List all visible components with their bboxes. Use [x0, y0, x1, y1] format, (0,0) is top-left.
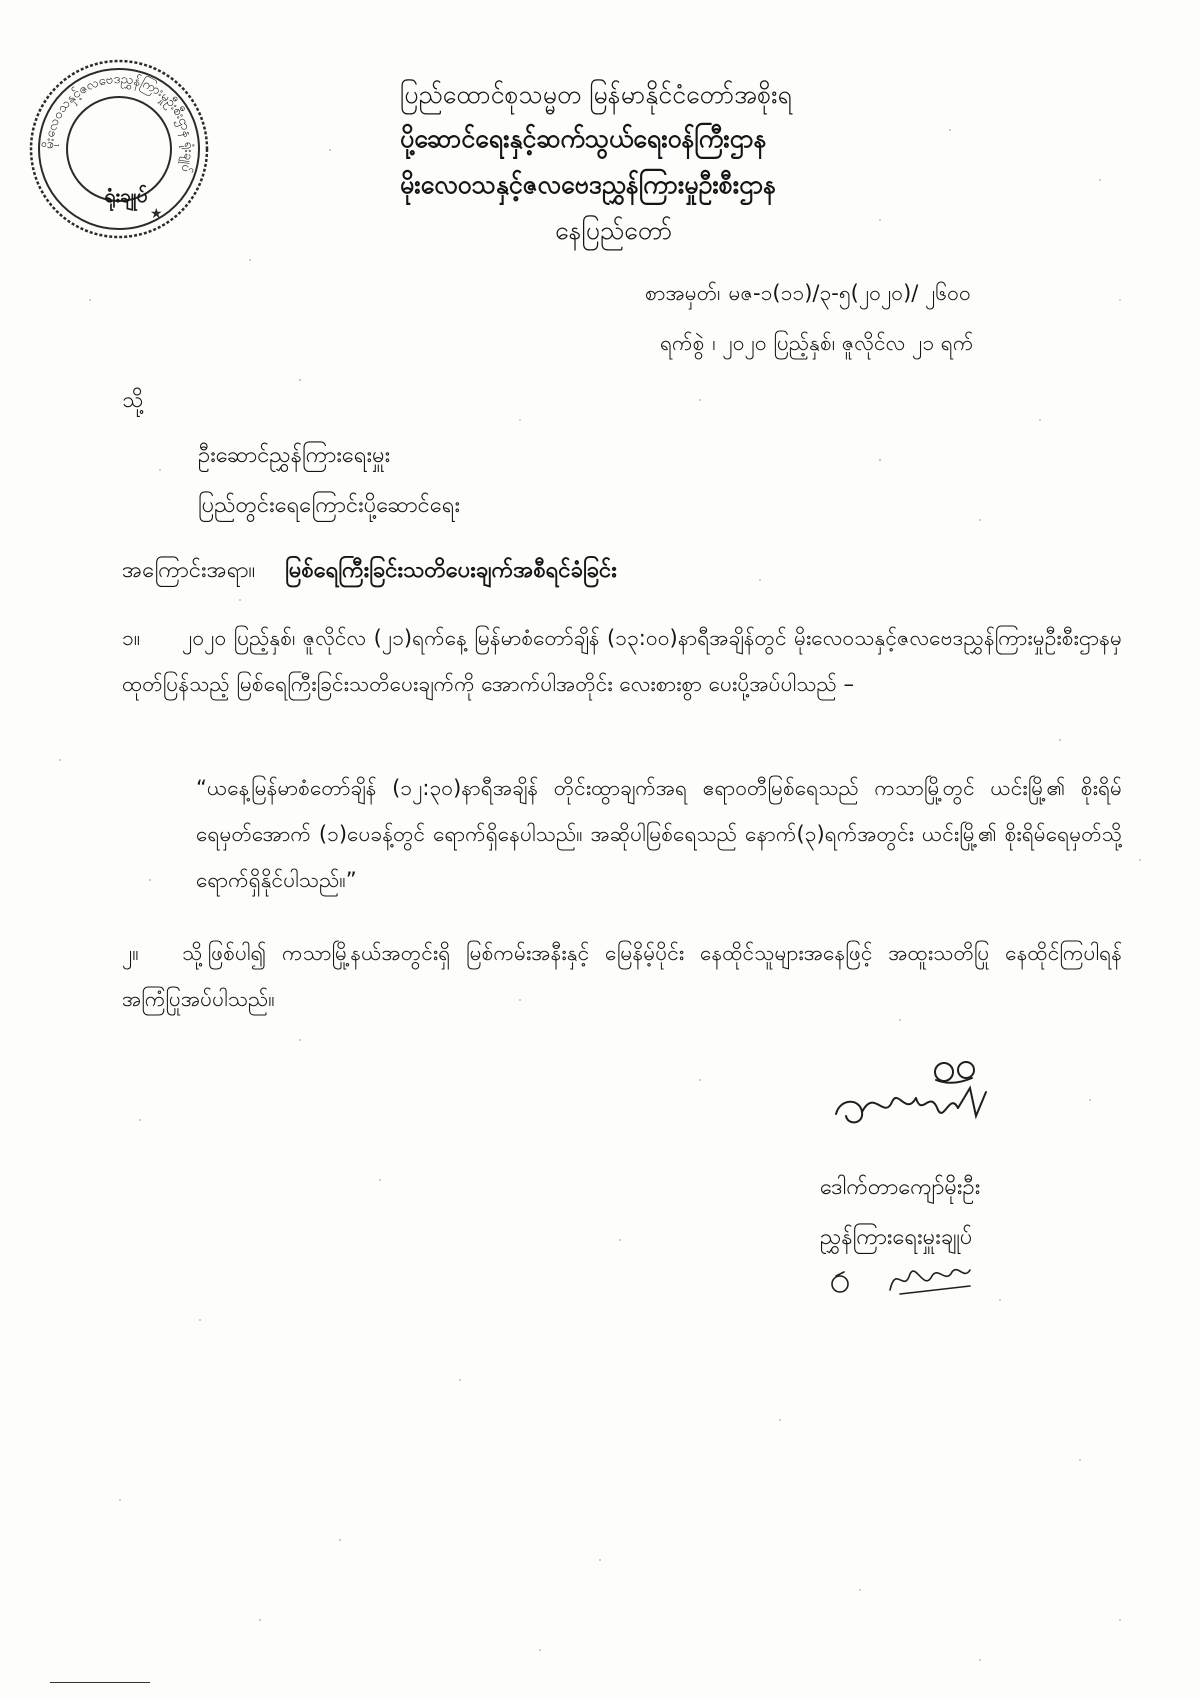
seal-ring-text: မိုးလေဝသနှင့်ဇလဗေဒညွှန်ကြားမှုဦးစီးဌာန ရုံးချုပ် [41, 71, 197, 174]
signature-graphic [826, 1058, 1006, 1138]
paragraph-1 [122, 615, 1122, 707]
to-label: သို့ [122, 388, 144, 413]
signer-title: ညွှန်ကြားရေးမှူးချုပ် [820, 1225, 973, 1250]
recipient-title: ဦးဆောင်ညွှန်ကြားရေးမှူး [198, 443, 391, 468]
letterhead-department: မိုးလေဝသနှင့်ဇလဗေဒညွှန်ကြားမှုဦးစီးဌာန [400, 170, 777, 199]
letter-date-value: ၊ ၂၀၂၀ ပြည့်နှစ်၊ ဇူလိုင်လ ၂၁ ရက် [712, 331, 974, 355]
seal-center-text: ရုံးချုပ် [104, 185, 148, 207]
handwritten-initials [820, 1254, 1020, 1304]
svg-text:မိုးလေဝသနှင့်ဇလဗေဒညွှန်ကြားမှု [41, 72, 196, 175]
subject-text: မြစ်ရေကြီးခြင်းသတိပေးချက်အစီရင်ခံခြင်း [285, 558, 617, 583]
letterhead-government: ပြည်ထောင်စုသမ္မတ မြန်မာနိုင်ငံတော်အစိုးရ [400, 80, 792, 109]
footer-rule [50, 1682, 150, 1683]
letterhead-city: နေပြည်တော် [555, 216, 673, 245]
recipient-office: ပြည်တွင်းရေကြောင်းပို့ဆောင်ရေး [198, 493, 461, 518]
letter-number-label: စာအမှတ်၊ [645, 281, 721, 305]
star-icon: ★ [150, 206, 163, 222]
paragraph-1-number: ၁။ [122, 626, 141, 650]
seal-graphic [28, 58, 210, 240]
paragraph-2-number: ၂။ [122, 941, 139, 965]
letter-number [645, 280, 971, 311]
department-seal [28, 58, 210, 240]
letter-date-label: ရက်စွဲ [660, 331, 705, 355]
letterhead-ministry: ပို့ဆောင်ရေးနှင့်ဆက်သွယ်ရေးဝန်ကြီးဌာန [400, 124, 767, 153]
paragraph-2-text: သို့ဖြစ်ပါ၍ ကသာမြို့နယ်အတွင်းရှိ မြစ်ကမ်းအနီးနှင့် မြေနိမ့်ပိုင်း နေထိုင်သူများအနေဖြင့် အထူးသတိပြု နေထိုင်ကြပါရန် အကြံပြုအပ်ပါသည်။ [122, 941, 1122, 1011]
subject-label: အကြောင်းအရာ။ [122, 558, 256, 583]
warning-quote: “ယနေ့မြန်မာစံတော်ချိန် (၁၂:၃၀)နာရီအချိန် တိုင်းထွာချက်အရ ဧရာဝတီမြစ်ရေသည် ကသာမြို့တွင် ယင်းမြို့၏ စိုးရိမ်ရေမှတ်အောက် (၁)ပေခန့်တွင် ရောက်ရှိနေပါသည်။ အဆိုပါမြစ်ရေသည် နောက်(၃)ရက်အတွင်း ယင်းမြို့၏ စိုးရိမ်ရေမှတ်သို့ ရောက်ရှိနိုင်ပါသည်။” [196, 776, 1122, 892]
letter-date [660, 330, 973, 361]
signer-name: ဒေါက်တာကျော်မိုးဦး [820, 1175, 981, 1200]
paragraph-2 [122, 930, 1122, 1022]
letter-number-value: မဇ-၁(၁၁)/၃-၅(၂၀၂၀)/ ၂၆၀၀ [728, 281, 971, 305]
subject-line [122, 555, 617, 588]
paragraph-1-text: ၂၀၂၀ ပြည့်နှစ်၊ ဇူလိုင်လ (၂၁)ရက်နေ့ မြန်မာစံတော်ချိန် (၁၃:၀၀)နာရီအချိန်တွင် မိုးလေဝသနှင့်ဇလဗေဒညွှန်ကြားမှုဦးစီးဌာနမှ ထုတ်ပြန်သည့် မြစ်ရေကြီးခြင်းသတိပေးချက်ကို အောက်ပါအတိုင်း လေးစားစွာ ပေးပို့အပ်ပါသည် – [122, 626, 1122, 696]
